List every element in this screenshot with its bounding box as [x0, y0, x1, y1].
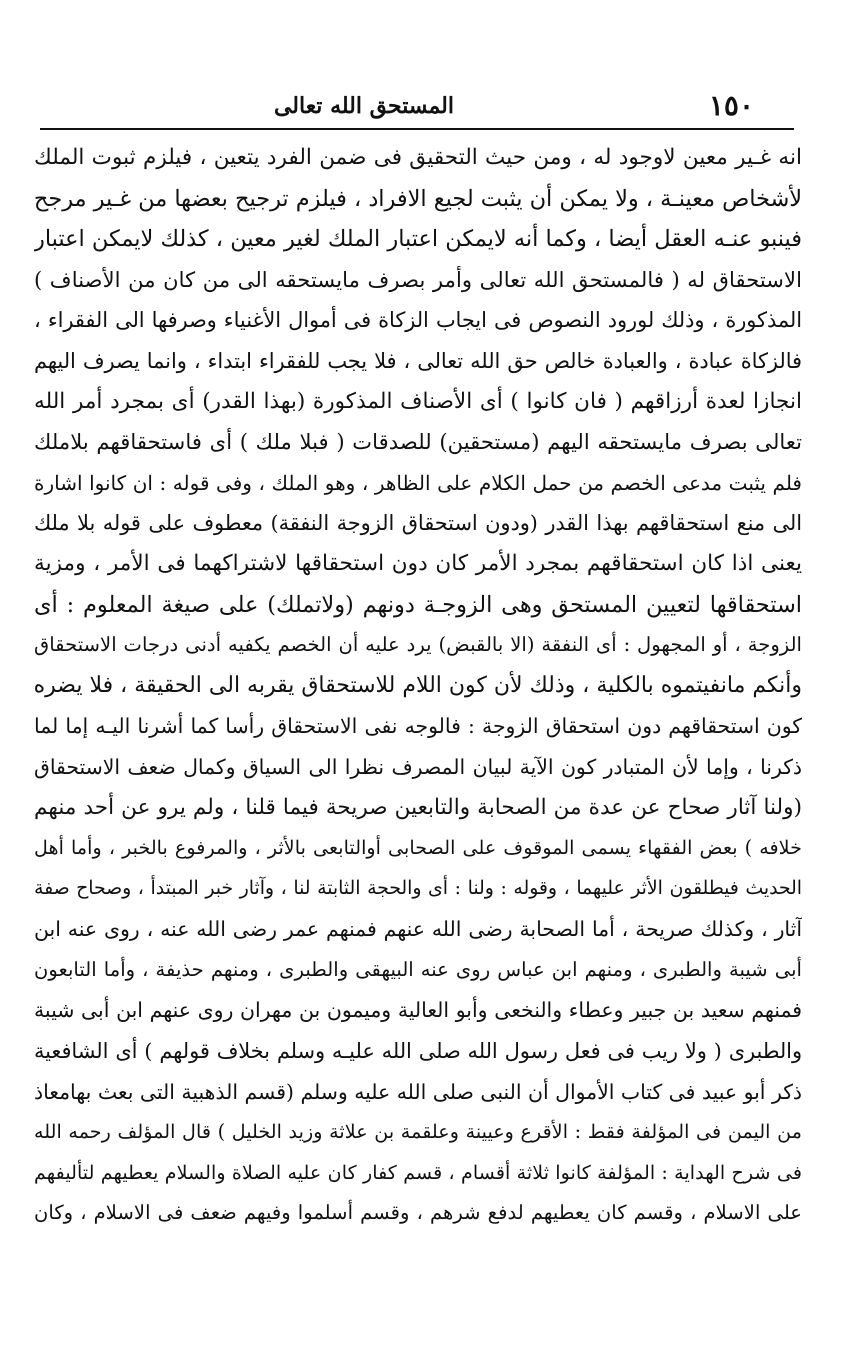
text-line: الاستحقاق له ( فالمستحق الله تعالى وأمر بصرف مايستحقه الى من كان من الأصناف )	[34, 266, 802, 292]
text-line: ذكرنا ، وإما لأن المتبادر كون الآية لبيان المصرف نظرا الى السياق وكمال ضعف الاستحقاق	[34, 754, 802, 779]
text-line: أبى شيبة والطبرى ، ومنهم ابن عباس روى عنه البيهقى والطبرى ، ومنهم حذيفة ، وأما التابعون	[34, 957, 802, 981]
body-text	[34, 138, 802, 1234]
text-line: فينبو عنـه العقل أيضا ، وكما أنه لايمكن اعتبار الملك لغير معين ، كذلك لايمكن اعتبار	[34, 226, 802, 253]
text-line: فلم يثبت مدعى الخصم من حمل الكلام على الظاهر ، وهو الملك ، وفى قوله : ان كانوا اشارة	[34, 470, 802, 495]
text-line: من اليمن فى المؤلفة فقط : الأقرع وعيينة وعلقمة بن علاثة وزيد الخليل ) قال المؤلف رحمه الله	[34, 1120, 802, 1144]
text-line: الحديث فيطلقون الأثر عليهما ، وقوله : ولنا : أى والحجة الثابتة لنا ، وآثار خبر المبتدأ ، وصحاح صفة	[34, 877, 802, 899]
text-line: المذكورة ، وذلك لورود النصوص فى ايجاب الزكاة فى أموال الأغنياء وصرفها الى الفقراء ،	[34, 308, 802, 333]
text-line: لأشخاص معينـة ، ولا يمكن أن يثبت لجيع الافراد ، فيلزم ترجيح بعضها من غـير مرجح	[34, 185, 802, 212]
text-line: الزوجة ، أو المجهول : أى النفقة (الا بالقبض) يرد عليه أن الخصم يكفيه أدنى درجات الاستحقاق	[34, 633, 802, 657]
text-line: تعالى بصرف مايستحقه اليهم (مستحقين) للصدقات ( فبلا ملك ) أى فاستحقاقهم بلاملك	[34, 429, 802, 455]
header-rule	[40, 128, 794, 130]
text-line: استحقاقها لتعيين المستحق وهى الزوجـة دونهم (ولاتملك) على صيغة المعلوم : أى	[34, 591, 802, 618]
text-line: آثار ، وكذلك صريحة ، أما الصحابة رضى الله عنهم فمنهم عمر رضى الله عنه ، روى عنه ابن	[34, 917, 802, 942]
running-title: المستحق الله تعالى	[273, 93, 454, 119]
running-head	[40, 88, 794, 124]
text-line: انجازا لعدة أرزاقهم ( فان كانوا ) أى الأصناف المذكورة (بهذا القدر) أى بمجرد أمر الله	[34, 388, 802, 414]
text-line: خلافه ) بعض الفقهاء يسمى الموقوف على الصحابى أوالتابعى بالأثر ، والمرفوع بالخبر ، وأما أهل	[34, 836, 802, 860]
text-line: فمنهم سعيد بن جبير وعطاء والنخعى وأبو العالية وميمون بن مهران روى عنهم ابن أبى شيبة	[34, 998, 802, 1023]
text-line: الى منع استحقاقهم بهذا القدر (ودون استحقاق الزوجة النفقة) معطوف على قوله بلا ملك	[34, 511, 802, 536]
text-line: وأنكم مانفيتموه بالكلية ، وذلك لأن كون اللام للاستحقاق يقربه الى الحقيقة ، فلا يضره	[34, 672, 802, 698]
text-line: يعنى اذا كان استحقاقهم بمجرد الأمر كان دون استحقاقها لاشتراكهما فى الأمر ، ومزية	[34, 550, 802, 576]
text-line: والطبرى ( ولا ريب فى فعل رسول الله صلى الله عليـه وسلم بخلاف قولهم ) أى الشافعية	[34, 1039, 802, 1064]
text-line: (ولنا آثار صحاح عن عدة من الصحابة والتابعين صريحة فيما قلنا ، ولم يرو عن أحد منهم	[34, 794, 802, 820]
text-line: فالزكاة عبادة ، والعبادة خالص حق الله تعالى ، فلا يجب للفقراء ابتداء ، وانما يصرف اليهم	[34, 348, 802, 373]
text-line: ذكر أبو عبيد فى كتاب الأموال أن النبى صلى الله عليه وسلم (قسم الذهبية التى بعث بهامعاذ	[34, 1079, 802, 1104]
text-line: انه غـير معين لاوجود له ، ومن حيث التحقيق فى ضمن الفرد يتعين ، فيلزم ثبوت الملك	[34, 145, 802, 170]
text-line: كون استحقاقهم دون استحقاق الزوجة : فالوجه نفى الاستحقاق رأسا كما أشرنا اليـه إما لما	[34, 714, 802, 739]
text-line: فى شرح الهداية : المؤلفة كانوا ثلاثة أقسام ، قسم كفار كان عليه الصلاة والسلام يعطيهم لتأليفهم	[34, 1160, 802, 1184]
text-line: على الاسلام ، وقسم كان يعطيهم لدفع شرهم ، وقسم أسلموا وفيهم ضعف فى الاسلام ، وكان	[34, 1201, 802, 1225]
page-number: ١٥٠	[708, 89, 754, 122]
